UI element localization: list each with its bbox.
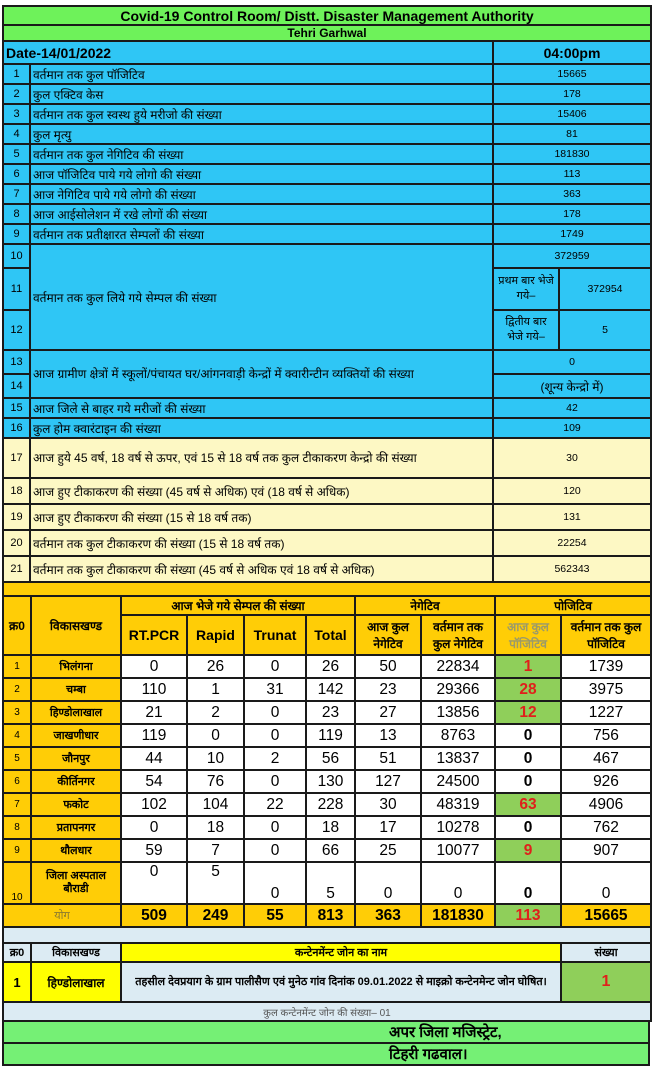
row-label: वर्तमान तक प्रतीक्षारत सेम्पलों की संख्या: [30, 224, 493, 244]
cell-neg-today: 17: [355, 816, 421, 839]
section-divider: [3, 582, 651, 596]
row-label: वर्तमान तक कुल टीकाकरण की संख्या (45 वर्ष से अधिक एवं 18 वर्ष से अधिक): [30, 556, 493, 582]
row-label: वर्तमान तक कुल टीकाकरण की संख्या (15 से 18 वर्ष तक): [30, 530, 493, 556]
col-rapid: Rapid: [187, 615, 244, 655]
containment-row: [3, 962, 651, 1002]
row-number: 6: [3, 770, 31, 793]
cell-rapid: 2: [187, 701, 244, 724]
vaccination-row: [3, 504, 651, 530]
cell-neg-cum: 8763: [421, 724, 495, 747]
row-value: 562343: [493, 556, 651, 582]
cell-rapid: 1: [187, 678, 244, 701]
row-value: 120: [493, 478, 651, 504]
row-label: कुल एक्टिव केस: [30, 84, 493, 104]
cell-neg-today: 27: [355, 701, 421, 724]
second-sent-value: 5: [559, 310, 651, 350]
cell-rtpcr: 119: [121, 724, 187, 747]
summary-row: [3, 164, 651, 184]
block-name: फकोट: [31, 793, 121, 816]
total-neg-today: 363: [355, 904, 421, 927]
cell-pos-cum: 926: [561, 770, 651, 793]
row-number: 7: [3, 793, 31, 816]
summary-row: [3, 84, 651, 104]
cell-trunat: 0: [244, 724, 306, 747]
cell-pos-cum: 0: [561, 862, 651, 904]
quarantine-label: आज ग्रामीण क्षेत्रों में स्कूलों/पंचायत घर/आंगनवाड़ी केन्द्रों में क्वारीन्टीन व्यक्तियों की संख्या: [30, 350, 493, 398]
block-row: [3, 862, 651, 904]
cell-pos-today: 9: [495, 839, 561, 862]
summary-row: [3, 64, 651, 84]
cell-neg-today: 127: [355, 770, 421, 793]
cell-neg-cum: 48319: [421, 793, 495, 816]
row-number: 1: [3, 64, 30, 84]
cell-rtpcr: 110: [121, 678, 187, 701]
block-name: जाखणीधार: [31, 724, 121, 747]
cell-pos-today: 0: [495, 862, 561, 904]
block-row: [3, 770, 651, 793]
cell-trunat: 0: [244, 701, 306, 724]
containment-total: कुल कन्टेनमेंन्ट जोन की संख्या– 01: [3, 1002, 651, 1021]
row-number: 8: [3, 204, 30, 224]
row-number: 8: [3, 816, 31, 839]
row-value: 181830: [493, 144, 651, 164]
block-row: [3, 839, 651, 862]
cell-total: 26: [306, 655, 355, 678]
cell-rtpcr: 54: [121, 770, 187, 793]
vaccination-row: [3, 478, 651, 504]
summary-table: [2, 5, 652, 597]
cell-neg-cum: 13837: [421, 747, 495, 770]
summary-row: [3, 224, 651, 244]
cell-neg-today: 0: [355, 862, 421, 904]
row-number: 3: [3, 701, 31, 724]
block-name: कीर्तिनगर: [31, 770, 121, 793]
row-value: 30: [493, 438, 651, 478]
samples-total: 372959: [493, 244, 651, 268]
cell-total: 56: [306, 747, 355, 770]
cell-pos-today: 0: [495, 724, 561, 747]
block-name: भिलंगना: [31, 655, 121, 678]
cell-neg-today: 23: [355, 678, 421, 701]
cell-pos-cum: 1227: [561, 701, 651, 724]
total-pos-cum: 15665: [561, 904, 651, 927]
cell-pos-cum: 467: [561, 747, 651, 770]
cell-rtpcr: 0: [121, 816, 187, 839]
cell-rapid: 18: [187, 816, 244, 839]
cell-pos-cum: 4906: [561, 793, 651, 816]
cell-neg-today: 50: [355, 655, 421, 678]
cell-total: 5: [306, 862, 355, 904]
block-row: [3, 793, 651, 816]
summary-row: 10 वर्तमान तक कुल लिये गये सेम्पल की संख्या 372959: [3, 244, 651, 268]
row-number: 17: [3, 438, 30, 478]
totals-row: [3, 904, 651, 927]
block-row: [3, 655, 651, 678]
cell-pos-today: 0: [495, 816, 561, 839]
block-row: [3, 747, 651, 770]
block-name: हिण्डोलाखाल: [31, 962, 121, 1002]
total-trunat: 55: [244, 904, 306, 927]
row-label: आज हुए टीकाकरण की संख्या (15 से 18 वर्ष तक): [30, 504, 493, 530]
cell-pos-today: 0: [495, 747, 561, 770]
block-name: जौनपुर: [31, 747, 121, 770]
total-pos-today: 113: [495, 904, 561, 927]
summary-row: [3, 398, 651, 418]
row-value: 131: [493, 504, 651, 530]
containment-table: [2, 942, 652, 1022]
cell-rapid: 7: [187, 839, 244, 862]
row-label: आज नेगिटिव पाये गये लोगो की संख्या: [30, 184, 493, 204]
row-number: 2: [3, 678, 31, 701]
cell-pos-today: 12: [495, 701, 561, 724]
row-value: 15406: [493, 104, 651, 124]
row-value: 15665: [493, 64, 651, 84]
cell-pos-cum: 3975: [561, 678, 651, 701]
cz-col-name: कन्टेनमेंन्ट जोन का नाम: [121, 943, 561, 962]
cell-trunat: 0: [244, 655, 306, 678]
row-label: आज हुए टीकाकरण की संख्या (45 वर्ष से अधिक) एवं (18 वर्ष से अधिक): [30, 478, 493, 504]
cz-col-count: संख्या: [561, 943, 651, 962]
summary-row: 11 प्रथम बार भेजे गये– 372954: [3, 268, 651, 310]
signature-line2: टिहरी गढवाल।: [3, 1043, 649, 1065]
cell-total: 119: [306, 724, 355, 747]
cell-rapid: 76: [187, 770, 244, 793]
cell-rtpcr: 102: [121, 793, 187, 816]
first-sent-value: 372954: [559, 268, 651, 310]
cell-neg-cum: 29366: [421, 678, 495, 701]
samples-label: वर्तमान तक कुल लिये गये सेम्पल की संख्या: [30, 244, 493, 350]
cell-trunat: 2: [244, 747, 306, 770]
row-label: आज पॉजिटिव पाये गये लोगो की संख्या: [30, 164, 493, 184]
row-value: 1749: [493, 224, 651, 244]
summary-row: [3, 104, 651, 124]
cell-rapid: 26: [187, 655, 244, 678]
summary-row: 14 (शून्य केन्द्रो में): [3, 374, 651, 398]
quarantine-centres: (शून्य केन्द्रो में): [493, 374, 651, 398]
col-pos-today: आज कुल पॉजिटिव: [495, 615, 561, 655]
row-value: 363: [493, 184, 651, 204]
row-value: 81: [493, 124, 651, 144]
summary-row: 12 द्वितीय बार भेजे गये– 5: [3, 310, 651, 350]
row-number: 5: [3, 747, 31, 770]
cell-total: 142: [306, 678, 355, 701]
cell-total: 228: [306, 793, 355, 816]
cell-trunat: 31: [244, 678, 306, 701]
row-number: 4: [3, 724, 31, 747]
quarantine-value: 0: [493, 350, 651, 374]
row-value: 22254: [493, 530, 651, 556]
block-row: [3, 724, 651, 747]
first-sent-label: प्रथम बार भेजे गये–: [493, 268, 559, 310]
row-number: 6: [3, 164, 30, 184]
cell-rtpcr: 44: [121, 747, 187, 770]
cell-neg-cum: 22834: [421, 655, 495, 678]
cell-neg-today: 30: [355, 793, 421, 816]
containment-name: तहसील देवप्रयाग के ग्राम पालीसैण एवं मुनेठ गांव दिनांक 09.01.2022 से माइक्रो कन्टेनमेन्ट जोन घोषित।: [121, 962, 561, 1002]
row-number: 15: [3, 398, 30, 418]
containment-count: 1: [561, 962, 651, 1002]
row-label: आज जिले से बाहर गये मरीजों की संख्या: [30, 398, 493, 418]
cell-neg-cum: 13856: [421, 701, 495, 724]
summary-row: [3, 204, 651, 224]
signature-block: [2, 1020, 650, 1066]
summary-row: 13 आज ग्रामीण क्षेत्रों में स्कूलों/पंचायत घर/आंगनवाड़ी केन्द्रों में क्वारीन्टीन व्यक्तियों की संख्या 0: [3, 350, 651, 374]
block-name: चम्बा: [31, 678, 121, 701]
cell-pos-cum: 762: [561, 816, 651, 839]
col-block: विकासखण्ड: [31, 596, 121, 655]
col-total: Total: [306, 615, 355, 655]
col-group-positive: पोजिटिव: [495, 596, 651, 615]
row-number: 21: [3, 556, 30, 582]
row-number: 1: [3, 962, 31, 1002]
row-number: 5: [3, 144, 30, 164]
cell-rtpcr: 0: [121, 862, 187, 904]
row-value: 42: [493, 398, 651, 418]
cell-total: 130: [306, 770, 355, 793]
row-label: वर्तमान तक कुल पॉजिटिव: [30, 64, 493, 84]
cz-col-block: विकासखण्ड: [31, 943, 121, 962]
row-label: कुल होम क्वारंटाइन की संख्या: [30, 418, 493, 438]
district-name: Tehri Garhwal: [3, 25, 651, 41]
second-sent-label: द्वितीय बार भेजे गये–: [493, 310, 559, 350]
row-value: 178: [493, 204, 651, 224]
row-number: 18: [3, 478, 30, 504]
summary-row: [3, 418, 651, 438]
cell-trunat: 22: [244, 793, 306, 816]
col-trunat: Trunat: [244, 615, 306, 655]
vaccination-row: [3, 530, 651, 556]
cell-neg-cum: 10278: [421, 816, 495, 839]
cell-neg-cum: 10077: [421, 839, 495, 862]
row-number: 7: [3, 184, 30, 204]
report-title: Covid-19 Control Room/ Distt. Disaster Management Authority: [3, 6, 651, 25]
cell-rapid: 10: [187, 747, 244, 770]
total-total: 813: [306, 904, 355, 927]
row-value: 178: [493, 84, 651, 104]
cell-rtpcr: 59: [121, 839, 187, 862]
cell-pos-today: 63: [495, 793, 561, 816]
cz-col-sno: क्र0: [3, 943, 31, 962]
summary-row: [3, 124, 651, 144]
cell-neg-today: 25: [355, 839, 421, 862]
report-time: 04:00pm: [493, 41, 651, 64]
block-row: [3, 701, 651, 724]
row-label: कुल मृत्यु: [30, 124, 493, 144]
row-label: आज आईसोलेशन में रखे लोगों की संख्या: [30, 204, 493, 224]
section-divider: [3, 927, 651, 943]
total-rtpcr: 509: [121, 904, 187, 927]
cell-rapid: 0: [187, 724, 244, 747]
summary-row: [3, 184, 651, 204]
block-name: थौलधार: [31, 839, 121, 862]
block-name: प्रतापनगर: [31, 816, 121, 839]
cell-rtpcr: 0: [121, 655, 187, 678]
block-name: जिला अस्पताल बौराडी: [31, 862, 121, 904]
col-group-samples: आज भेजे गये सेम्पल की संख्या: [121, 596, 355, 615]
row-number: 1: [3, 655, 31, 678]
total-neg-cum: 181830: [421, 904, 495, 927]
row-number: 16: [3, 418, 30, 438]
cell-total: 23: [306, 701, 355, 724]
block-row: [3, 678, 651, 701]
total-rapid: 249: [187, 904, 244, 927]
col-rtpcr: RT.PCR: [121, 615, 187, 655]
vaccination-row: [3, 556, 651, 582]
col-neg-today: आज कुल नेगेटिव: [355, 615, 421, 655]
row-number: 9: [3, 839, 31, 862]
block-table: [2, 595, 652, 944]
row-number: 10: [3, 862, 31, 904]
cell-pos-cum: 756: [561, 724, 651, 747]
totals-label: योग: [3, 904, 121, 927]
cell-trunat: 0: [244, 862, 306, 904]
cell-trunat: 0: [244, 816, 306, 839]
row-label: वर्तमान तक कुल नेगिटिव की संख्या: [30, 144, 493, 164]
cell-pos-today: 28: [495, 678, 561, 701]
block-row: [3, 816, 651, 839]
row-number: 9: [3, 224, 30, 244]
row-number: 19: [3, 504, 30, 530]
row-value: 109: [493, 418, 651, 438]
cell-neg-cum: 0: [421, 862, 495, 904]
report-sheet: [2, 5, 650, 1066]
row-value: 113: [493, 164, 651, 184]
cell-pos-today: 1: [495, 655, 561, 678]
vaccination-row: [3, 438, 651, 478]
col-sno: क्र0: [3, 596, 31, 655]
cell-total: 66: [306, 839, 355, 862]
signature-line1: अपर जिला मजिस्ट्रेट,: [3, 1021, 649, 1043]
block-name: हिण्डोलाखाल: [31, 701, 121, 724]
cell-rtpcr: 21: [121, 701, 187, 724]
cell-rapid: 5: [187, 862, 244, 904]
report-date: Date-14/01/2022: [3, 41, 493, 64]
col-neg-cum: वर्तमान तक कुल नेगेटिव: [421, 615, 495, 655]
cell-trunat: 0: [244, 839, 306, 862]
cell-rapid: 104: [187, 793, 244, 816]
cell-total: 18: [306, 816, 355, 839]
col-pos-cum: वर्तमान तक कुल पॉजिटिव: [561, 615, 651, 655]
cell-trunat: 0: [244, 770, 306, 793]
row-number: 20: [3, 530, 30, 556]
cell-pos-cum: 1739: [561, 655, 651, 678]
cell-pos-today: 0: [495, 770, 561, 793]
cell-neg-today: 13: [355, 724, 421, 747]
row-label: वर्तमान तक कुल स्वस्थ हुये मरीजो की संख्या: [30, 104, 493, 124]
cell-pos-cum: 907: [561, 839, 651, 862]
cell-neg-cum: 24500: [421, 770, 495, 793]
col-group-negative: नेगेटिव: [355, 596, 495, 615]
cell-neg-today: 51: [355, 747, 421, 770]
row-number: 4: [3, 124, 30, 144]
row-number: 3: [3, 104, 30, 124]
summary-row: [3, 144, 651, 164]
row-label: आज हुये 45 वर्ष, 18 वर्ष से ऊपर, एवं 15 से 18 वर्ष तक कुल टीकाकरण केन्द्रो की संख्या: [30, 438, 493, 478]
row-number: 2: [3, 84, 30, 104]
